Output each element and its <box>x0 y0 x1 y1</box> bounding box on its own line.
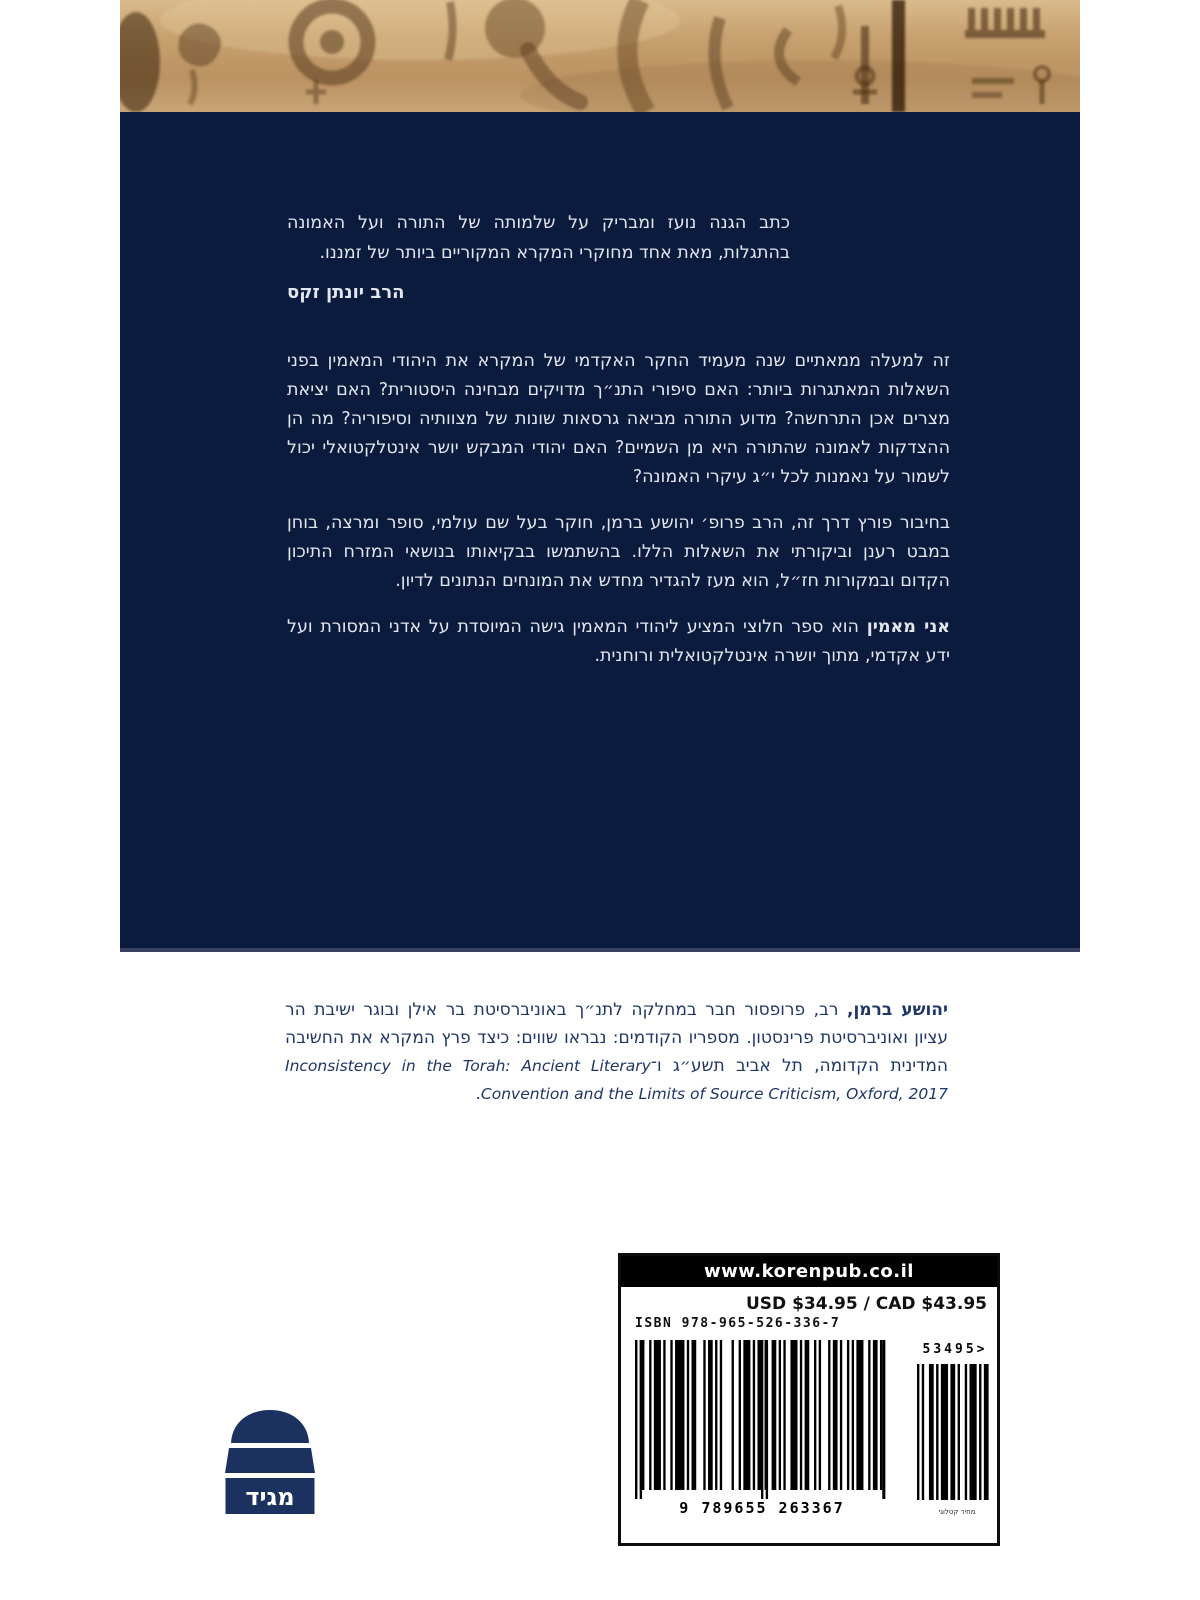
price-label: USD $34.95 / CAD $43.95 <box>746 1294 987 1314</box>
maggid-publisher-logo <box>222 1407 318 1514</box>
ean-digits: 9 789655 263367 <box>633 1499 891 1517</box>
synopsis-paragraph-3-text: הוא ספר חלוצי המציע ליהודי המאמין גישה המיוסדת על אדני המסורת ועל ידע אקדמי, מתוך יושרה אינטלקטואלית ורוחנית. <box>287 617 950 666</box>
addon-code-digits: 53495> <box>922 1342 988 1357</box>
endorsement-quote: כתב הגנה נועז ומבריק על שלמותה של התורה ועל האמונה בהתגלות, מאת אחד מחוקרי המקרא המקוריים ביותר של זמננו. <box>287 213 790 263</box>
barcode-block <box>618 1253 1000 1546</box>
publisher-website: www.korenpub.co.il <box>621 1256 997 1287</box>
synopsis-paragraph-3 <box>287 613 950 671</box>
english-book-title: Inconsistency in the Torah: Ancient Literary Convention and the Limits of Source Criticism, Oxford, 2017 <box>285 1057 948 1103</box>
catalog-price-note: מחיר קטלוגי <box>938 1508 976 1516</box>
synopsis-paragraph-2: בחיבור פורץ דרך זה, הרב פרופ׳ יהושע ברמן, חוקר בעל שם עולמי, סופר ומרצה, בוחן במבט רענן וביקורתי את השאלות הללו. בהשתמשו בבקיאותו בנושאי המזרח התיכון הקדום ובמקורות חז״ל, הוא מעז להגדיר מחדש את המונחים הנתונים לדיון. <box>287 513 950 591</box>
author-bio-hebrew: רב, פרופסור חבר במחלקה לתנ״ך באוניברסיטת בר אילן ובוגר ישיבת הר עציון ואוניברסיטת פרינסטון. מספריו הקודמים: נבראו שווים: כיצד פרץ המקרא את החשיבה המדינית הקדומה, תל אביב תשע״ג ו־ <box>285 1000 948 1076</box>
logo-text: מגיד <box>245 1483 295 1511</box>
bio-final-period: . <box>475 1084 481 1104</box>
endorsement-attribution: הרב יונתן זקס <box>287 282 405 303</box>
book-title-hebrew: אני מאמין <box>866 617 950 637</box>
blurb-panel <box>120 112 1080 952</box>
hieroglyph-relief-image <box>120 0 1080 112</box>
isbn-number: ISBN 978-965-526-336-7 <box>635 1316 841 1331</box>
hieroglyph-carvings <box>120 0 1080 112</box>
author-bio <box>285 996 948 1108</box>
synopsis-paragraph-1: זה למעלה ממאתיים שנה מעמיד החקר האקדמי של המקרא את היהודי המאמין בפני השאלות המאתגרות ביותר: האם סיפורי התנ״ך מדויקים מבחינה היסטורית? האם יציאת מצרים אכן התרחשה? מדוע התורה מביאה גרסאות שונות של מצוותיה וסיפוריה? מה הן ההצדקות לאמונה שהתורה היא מן השמיים? האם יהודי המבקש יושר אינטלקטואלי יכול לשמור על נאמנות לכל י״ג עיקרי האמונה? <box>287 351 950 487</box>
dome-logo-shape <box>222 1407 318 1514</box>
author-name: יהושע ברמן, <box>847 1000 948 1020</box>
ean-barcode <box>633 1340 997 1502</box>
